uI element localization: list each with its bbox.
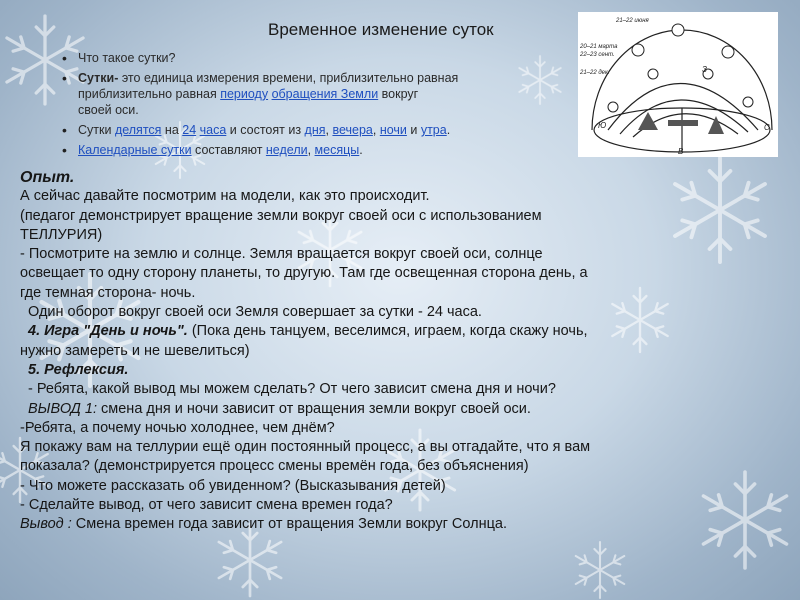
link-calendar-day[interactable]: Календарные сутки bbox=[78, 143, 192, 157]
body-line: Один оборот вокруг своей оси Земля совершает за сутки - 24 часа. bbox=[28, 304, 482, 321]
body-text: смена дня и ночи зависит от вращения земли вокруг своей оси. bbox=[97, 400, 531, 417]
body-line: освещает то одну сторону планеты, то другую. Там где освещенная сторона день, а bbox=[20, 265, 588, 282]
lesson-body bbox=[20, 168, 780, 535]
body-line: где темная сторона- ночь. bbox=[20, 284, 196, 301]
body-line: нужно замереть и не шевелиться) bbox=[20, 342, 250, 359]
bullet-item-2 bbox=[62, 70, 567, 118]
body-line: ТЕЛЛУРИЯ) bbox=[20, 226, 103, 243]
link-months[interactable]: месяцы bbox=[314, 143, 360, 157]
body-line: - Сделайте вывод, от чего зависит смена времен года? bbox=[20, 497, 393, 514]
bullet-text: Сутки bbox=[78, 123, 115, 137]
bullet-text: своей оси. bbox=[78, 103, 139, 117]
label-march: 20–21 марта bbox=[580, 44, 618, 50]
label-september: 22–23 сент. bbox=[580, 52, 615, 58]
link-earth-rotation[interactable]: обращения Земли bbox=[271, 87, 379, 101]
sun-path-diagram bbox=[578, 12, 778, 157]
body-line-conclusion-1 bbox=[20, 400, 780, 419]
conclusion-label: ВЫВОД 1: bbox=[28, 400, 97, 417]
bullet-text: на bbox=[161, 123, 183, 137]
link-night[interactable]: ночи bbox=[379, 123, 407, 137]
body-line: - Ребята, какой вывод мы можем сделать? От чего зависит смена дня и ночи? bbox=[28, 381, 556, 398]
bullet-item-3: • Сутки делятся на 24 часа и состоят из дня, вечера, ночи и утра. bbox=[62, 122, 567, 138]
bullet-list bbox=[62, 50, 567, 162]
link-morning[interactable]: утра bbox=[420, 123, 447, 137]
direction-yu: Ю bbox=[598, 121, 607, 130]
bullet-text: приблизительно равная bbox=[78, 87, 221, 101]
body-line: (педагог демонстрирует вращение земли вокруг своей оси с использованием bbox=[20, 207, 542, 224]
bullet-term: Сутки- bbox=[78, 71, 119, 85]
bullet-item-1 bbox=[62, 50, 567, 66]
body-line: Я покажу вам на теллурии ещё один постоянный процесс, а вы отгадайте, что я вам bbox=[20, 439, 591, 456]
body-line: -Ребята, а почему ночью холоднее, чем днём? bbox=[20, 419, 335, 436]
section-heading-reflection: 5. Рефлексия. bbox=[28, 361, 129, 378]
bullet-text: это единица измерения времени, приблизительно равная bbox=[118, 71, 459, 85]
link-evening[interactable]: вечера bbox=[332, 123, 373, 137]
body-line: - Что можете рассказать об увиденном? (Высказывания детей) bbox=[20, 477, 446, 494]
direction-v: В bbox=[678, 147, 684, 156]
link-weeks[interactable]: недели bbox=[265, 143, 308, 157]
body-line: - Посмотрите на землю и солнце. Земля вращается вокруг своей оси, солнце bbox=[20, 246, 543, 263]
slide-title: Временное изменение суток bbox=[268, 20, 494, 39]
body-line: А сейчас давайте посмотрим на модели, как это происходит. bbox=[20, 188, 430, 205]
game-heading: 4. Игра "День и ночь". bbox=[28, 323, 188, 340]
bullet-text: и состоят из bbox=[226, 123, 305, 137]
label-december: 21–22 дек. bbox=[580, 70, 610, 76]
link-period[interactable]: периоду bbox=[220, 87, 269, 101]
link-hours[interactable]: часа bbox=[199, 123, 227, 137]
bullet-text: составляют bbox=[191, 143, 266, 157]
conclusion-label: Вывод : bbox=[20, 516, 72, 533]
link-divide[interactable]: делятся bbox=[114, 123, 162, 137]
link-day[interactable]: дня bbox=[304, 123, 326, 137]
body-text: Смена времен года зависит от вращения Земли вокруг Солнца. bbox=[71, 516, 508, 533]
body-text: (Пока день танцуем, веселимся, играем, когда скажу ночь, bbox=[187, 323, 588, 340]
section-heading-experiment: Опыт. bbox=[20, 169, 75, 186]
direction-s: С bbox=[764, 123, 770, 132]
bullet-text: Что такое сутки? bbox=[78, 51, 176, 65]
label-june: 21–22 июня bbox=[616, 18, 649, 24]
bullet-text: и bbox=[406, 123, 421, 137]
direction-3: З bbox=[702, 65, 707, 74]
bullet-item-4: • Календарные сутки составляют недели, месяцы. bbox=[62, 142, 567, 158]
body-line: показала? (демонстрируется процесс смены времён года, без объяснения) bbox=[20, 458, 529, 475]
body-line-conclusion-2 bbox=[20, 515, 780, 534]
body-line-game bbox=[20, 322, 780, 341]
bullet-text: вокруг bbox=[378, 87, 419, 101]
link-24[interactable]: 24 bbox=[182, 123, 197, 137]
